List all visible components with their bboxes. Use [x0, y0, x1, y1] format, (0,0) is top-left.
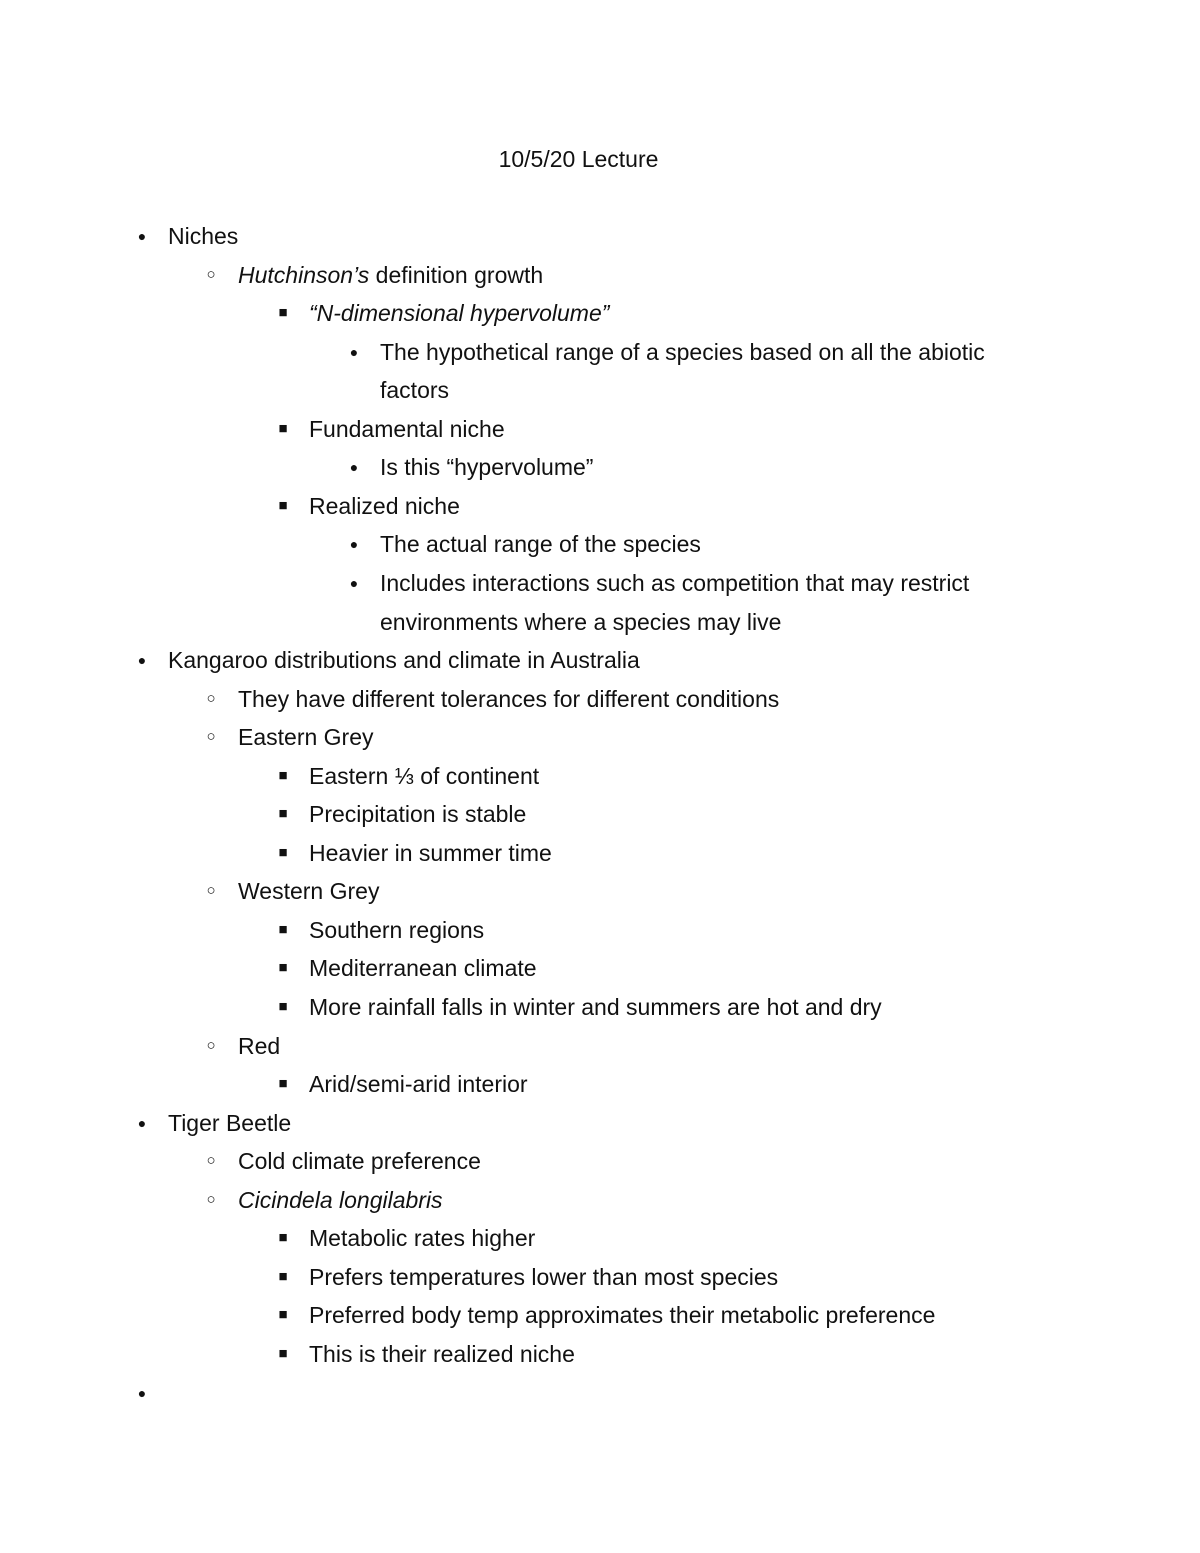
bullet-marker: ●: [349, 536, 359, 552]
item-text: The hypothetical range of a species based on all the abiotic: [380, 339, 985, 365]
item-text: Eastern ⅓ of continent: [309, 763, 540, 789]
outline-continuation-text: [380, 374, 449, 406]
bullet-marker: ○: [206, 1152, 216, 1169]
item-text: Western Grey: [238, 878, 380, 904]
outline-item-text: [168, 644, 640, 676]
outline-item-text: [238, 1184, 443, 1216]
bullet-marker: ■: [278, 959, 288, 976]
outline-item-text: [238, 259, 543, 291]
bullet-marker: ○: [206, 1191, 216, 1208]
item-text: More rainfall falls in winter and summers are hot and dry: [309, 994, 882, 1020]
outline-item-text: [309, 1338, 575, 1370]
outline-item-text: [309, 798, 526, 830]
bullet-marker: ○: [206, 690, 216, 707]
outline-item-text: [168, 220, 238, 252]
bullet-marker: ●: [349, 344, 359, 360]
page-title: 10/5/20 Lecture: [498, 146, 659, 172]
item-text: environments where a species may live: [380, 609, 782, 635]
bullet-marker: ■: [278, 1229, 288, 1246]
outline-item-text: [309, 1261, 778, 1293]
outline-item-text: [309, 991, 882, 1023]
outline-item-text: [238, 1145, 481, 1177]
outline-item-text: [309, 760, 539, 792]
bullet-marker: ■: [278, 844, 288, 861]
bullet-marker: ■: [278, 1268, 288, 1285]
bullet-marker: ■: [278, 921, 288, 938]
outline-item-text: [380, 528, 701, 560]
bullet-marker: ○: [206, 882, 216, 899]
item-text: Cold climate preference: [238, 1148, 481, 1174]
item-text: Mediterranean climate: [309, 955, 537, 981]
bullet-marker: ●: [137, 1385, 147, 1401]
item-text: Tiger Beetle: [168, 1110, 292, 1136]
item-text: Kangaroo distributions and climate in Australia: [168, 647, 640, 673]
item-text: Southern regions: [309, 917, 485, 943]
item-text: definition growth: [369, 262, 544, 288]
outline-continuation-text: [380, 606, 781, 638]
outline-item-text: [380, 451, 593, 483]
item-text: Heavier in summer time: [309, 840, 552, 866]
italic-term: “N-dimensional hypervolume”: [309, 300, 610, 326]
item-text: The actual range of the species: [380, 531, 701, 557]
bullet-marker: ■: [278, 767, 288, 784]
bullet-marker: ■: [278, 805, 288, 822]
outline-item-text: [238, 721, 374, 753]
bullet-marker: ■: [278, 304, 288, 321]
bullet-marker: ○: [206, 728, 216, 745]
bullet-marker: ●: [137, 228, 147, 244]
outline-item-text: [238, 1030, 280, 1062]
outline-item-text: [309, 490, 460, 522]
item-text: Eastern Grey: [238, 724, 374, 750]
outline-item-text: [309, 297, 609, 329]
item-text: Red: [238, 1033, 281, 1059]
outline-item-text: [380, 336, 985, 368]
item-text: Includes interactions such as competition that may restrict: [380, 570, 970, 596]
italic-term: Cicindela longilabris: [238, 1187, 443, 1213]
item-text: Is this “hypervolume”: [380, 454, 594, 480]
outline-item-text: [168, 1107, 291, 1139]
bullet-marker: ●: [137, 1115, 147, 1131]
item-text: They have different tolerances for different conditions: [238, 686, 780, 712]
item-text: This is their realized niche: [309, 1341, 575, 1367]
bullet-marker: ■: [278, 998, 288, 1015]
outline-item-text: [309, 952, 537, 984]
outline-item-text: [309, 1222, 535, 1254]
bullet-marker: ●: [137, 652, 147, 668]
bullet-marker: ○: [206, 1037, 216, 1054]
bullet-marker: ■: [278, 1306, 288, 1323]
item-text: Niches: [168, 223, 239, 249]
bullet-marker: ●: [349, 575, 359, 591]
item-text: Arid/semi-arid interior: [309, 1071, 528, 1097]
outline-item-text: [238, 683, 779, 715]
item-text: Preferred body temp approximates their metabolic preference: [309, 1302, 936, 1328]
bullet-marker: ■: [278, 420, 288, 437]
outline-item-text: [380, 567, 969, 599]
item-text: Fundamental niche: [309, 416, 505, 442]
outline-item-text: [309, 413, 505, 445]
bullet-marker: ■: [278, 1075, 288, 1092]
outline-item-text: [309, 837, 552, 869]
outline-item-text: [309, 914, 484, 946]
bullet-marker: ○: [206, 266, 216, 283]
outline-item-text: [309, 1068, 528, 1100]
item-text: Precipitation is stable: [309, 801, 527, 827]
item-text: Prefers temperatures lower than most species: [309, 1264, 779, 1290]
item-text: Metabolic rates higher: [309, 1225, 536, 1251]
item-text: Realized niche: [309, 493, 460, 519]
bullet-marker: ■: [278, 497, 288, 514]
outline-item-text: [238, 875, 379, 907]
bullet-marker: ■: [278, 1345, 288, 1362]
item-text: factors: [380, 377, 450, 403]
italic-term: Hutchinson’s: [238, 262, 370, 288]
bullet-marker: ●: [349, 459, 359, 475]
outline-item-text: [309, 1299, 935, 1331]
